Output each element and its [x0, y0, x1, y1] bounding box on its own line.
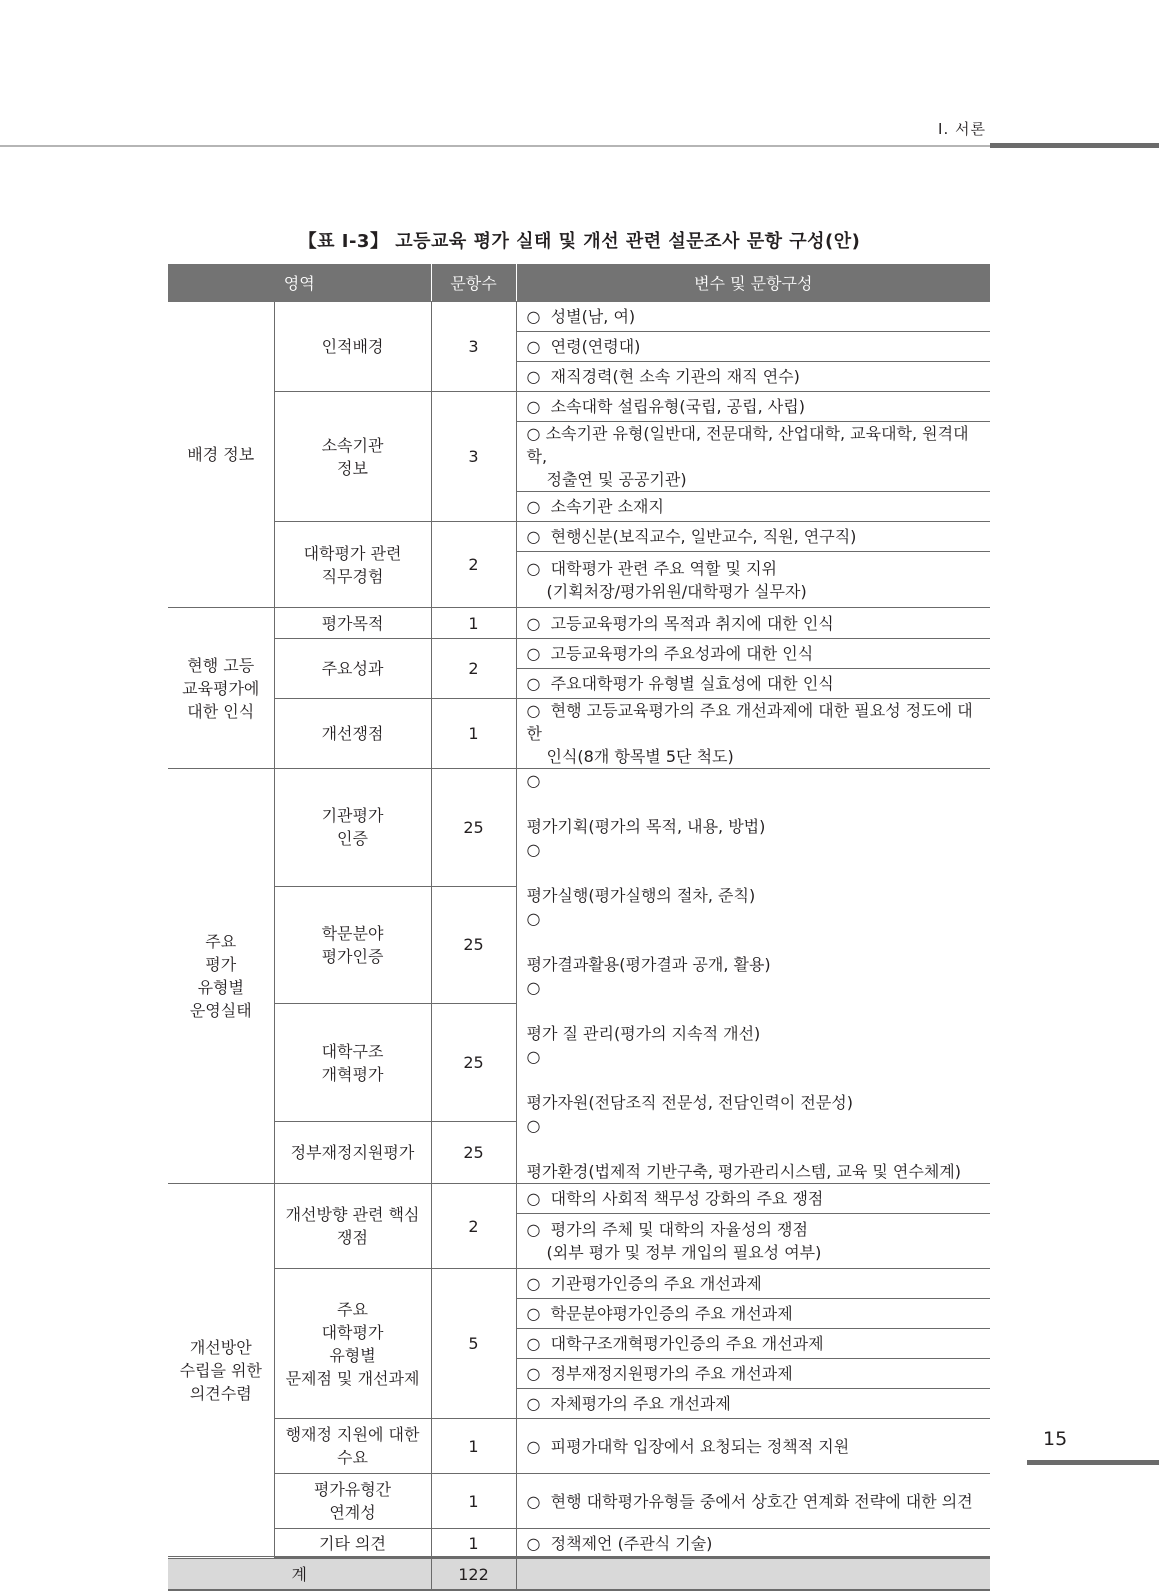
- item-cell: ○ 소속대학 설립유형(국립, 공립, 사립): [516, 392, 990, 422]
- table-title-mark: 【표 Ⅰ-3】: [298, 231, 389, 252]
- item-cell: ○ 기관평가인증의 주요 개선과제: [516, 1269, 990, 1299]
- table-row: [168, 302, 990, 332]
- survey-table: [168, 264, 990, 1591]
- item-cell: ○ 주요대학평가 유형별 실효성에 대한 인식: [516, 669, 990, 699]
- table-row: [168, 1184, 990, 1214]
- item-cell: ○ 대학평가 관련 주요 역할 및 지위 (기획처장/평가위원/대학평가 실무자): [516, 552, 990, 608]
- count-cell: 3: [431, 392, 516, 522]
- table-row: [168, 522, 990, 552]
- table-row: [168, 699, 990, 769]
- table-title-text: 고등교육 평가 실태 및 개선 관련 설문조사 문항 구성(안): [395, 231, 861, 252]
- count-cell: 3: [431, 302, 516, 392]
- column-header: 영역: [168, 265, 431, 302]
- page-number: 15: [1043, 1428, 1068, 1450]
- group-cell: 대학평가 관련 직무경험: [274, 522, 431, 608]
- item-cell: ○ 소속기관 유형(일반대, 전문대학, 산업대학, 교육대학, 원격대학, 정출연 및 공공기관): [516, 422, 990, 492]
- count-cell: 25: [431, 886, 516, 1004]
- group-cell: 주요 대학평가 유형별 문제점 및 개선과제: [274, 1269, 431, 1419]
- table-row: [168, 1474, 990, 1529]
- table-row: [168, 639, 990, 669]
- item-cell: ○ 피평가대학 입장에서 요청되는 정책적 지원: [516, 1419, 990, 1474]
- count-cell: 2: [431, 1184, 516, 1269]
- table-row: [168, 1419, 990, 1474]
- table-row: [168, 769, 990, 887]
- group-cell: 개선쟁점: [274, 699, 431, 769]
- group-cell: 대학구조 개혁평가: [274, 1004, 431, 1122]
- table-title: [0, 227, 1159, 253]
- total-row: [168, 1558, 990, 1591]
- item-cell: ○ 현행 고등교육평가의 주요 개선과제에 대한 필요성 정도에 대한 인식(8개 항목별 5단 척도): [516, 699, 990, 769]
- group-cell: 주요성과: [274, 639, 431, 699]
- chapter-header: Ⅰ. 서론: [938, 120, 986, 138]
- total-label: 계: [168, 1558, 431, 1591]
- total-empty: [516, 1558, 990, 1591]
- header-rule: [0, 145, 990, 147]
- table-row: [168, 1529, 990, 1558]
- item-cell: ○ 평가기획(평가의 목적, 내용, 방법) ○ 평가실행(평가실행의 절차, 준칙) ○ 평가결과활용(평가결과 공개, 활용) ○ 평가 질 관리(평가의 지속적 개선) ○ 평가자원(전담조직 전문성, 전담인력이 전문성) ○ 평가환경(법제적 기반구축, 평가관리시스템, 교육 및 연수체계): [516, 769, 990, 1184]
- header-rule-accent: [990, 143, 1159, 148]
- item-cell: ○ 고등교육평가의 주요성과에 대한 인식: [516, 639, 990, 669]
- count-cell: 5: [431, 1269, 516, 1419]
- item-cell: ○ 정책제언 (주관식 기술): [516, 1529, 990, 1558]
- count-cell: 1: [431, 1474, 516, 1529]
- item-cell: ○ 현행 대학평가유형들 중에서 상호간 연계화 전략에 대한 의견: [516, 1474, 990, 1529]
- total-count: 122: [431, 1558, 516, 1591]
- page-number-rule: [1027, 1460, 1159, 1465]
- count-cell: 1: [431, 1419, 516, 1474]
- group-cell: 기타 의견: [274, 1529, 431, 1558]
- section-cell: 주요 평가 유형별 운영실태: [168, 769, 274, 1184]
- group-cell: 행재정 지원에 대한 수요: [274, 1419, 431, 1474]
- group-cell: 인적배경: [274, 302, 431, 392]
- count-cell: 25: [431, 1121, 516, 1183]
- table-header-row: [168, 265, 990, 302]
- item-cell: ○ 평가의 주체 및 대학의 자율성의 쟁점 (외부 평가 및 정부 개입의 필요성 여부): [516, 1214, 990, 1269]
- group-cell: 학문분야 평가인증: [274, 886, 431, 1004]
- table-row: [168, 392, 990, 422]
- table-row: [168, 608, 990, 639]
- count-cell: 1: [431, 608, 516, 639]
- count-cell: 25: [431, 1004, 516, 1122]
- column-header: 변수 및 문항구성: [516, 265, 990, 302]
- group-cell: 평가유형간 연계성: [274, 1474, 431, 1529]
- item-cell: ○ 고등교육평가의 목적과 취지에 대한 인식: [516, 608, 990, 639]
- item-cell: ○ 정부재정지원평가의 주요 개선과제: [516, 1359, 990, 1389]
- item-cell: ○ 재직경력(현 소속 기관의 재직 연수): [516, 362, 990, 392]
- group-cell: 소속기관 정보: [274, 392, 431, 522]
- count-cell: 1: [431, 1529, 516, 1558]
- item-cell: ○ 연령(연령대): [516, 332, 990, 362]
- item-cell: ○ 현행신분(보직교수, 일반교수, 직원, 연구직): [516, 522, 990, 552]
- section-cell: 현행 고등 교육평가에 대한 인식: [168, 608, 274, 769]
- count-cell: 25: [431, 769, 516, 887]
- section-cell: 개선방안 수립을 위한 의견수렴: [168, 1184, 274, 1558]
- group-cell: 평가목적: [274, 608, 431, 639]
- count-cell: 1: [431, 699, 516, 769]
- column-header: 문항수: [431, 265, 516, 302]
- count-cell: 2: [431, 639, 516, 699]
- item-cell: ○ 자체평가의 주요 개선과제: [516, 1389, 990, 1419]
- section-cell: 배경 정보: [168, 302, 274, 608]
- item-cell: ○ 소속기관 소재지: [516, 492, 990, 522]
- item-cell: ○ 성별(남, 여): [516, 302, 990, 332]
- group-cell: 개선방향 관련 핵심 쟁점: [274, 1184, 431, 1269]
- group-cell: 기관평가 인증: [274, 769, 431, 887]
- item-cell: ○ 대학의 사회적 책무성 강화의 주요 쟁점: [516, 1184, 990, 1214]
- item-cell: ○ 학문분야평가인증의 주요 개선과제: [516, 1299, 990, 1329]
- table-row: [168, 1269, 990, 1299]
- count-cell: 2: [431, 522, 516, 608]
- group-cell: 정부재정지원평가: [274, 1121, 431, 1183]
- item-cell: ○ 대학구조개혁평가인증의 주요 개선과제: [516, 1329, 990, 1359]
